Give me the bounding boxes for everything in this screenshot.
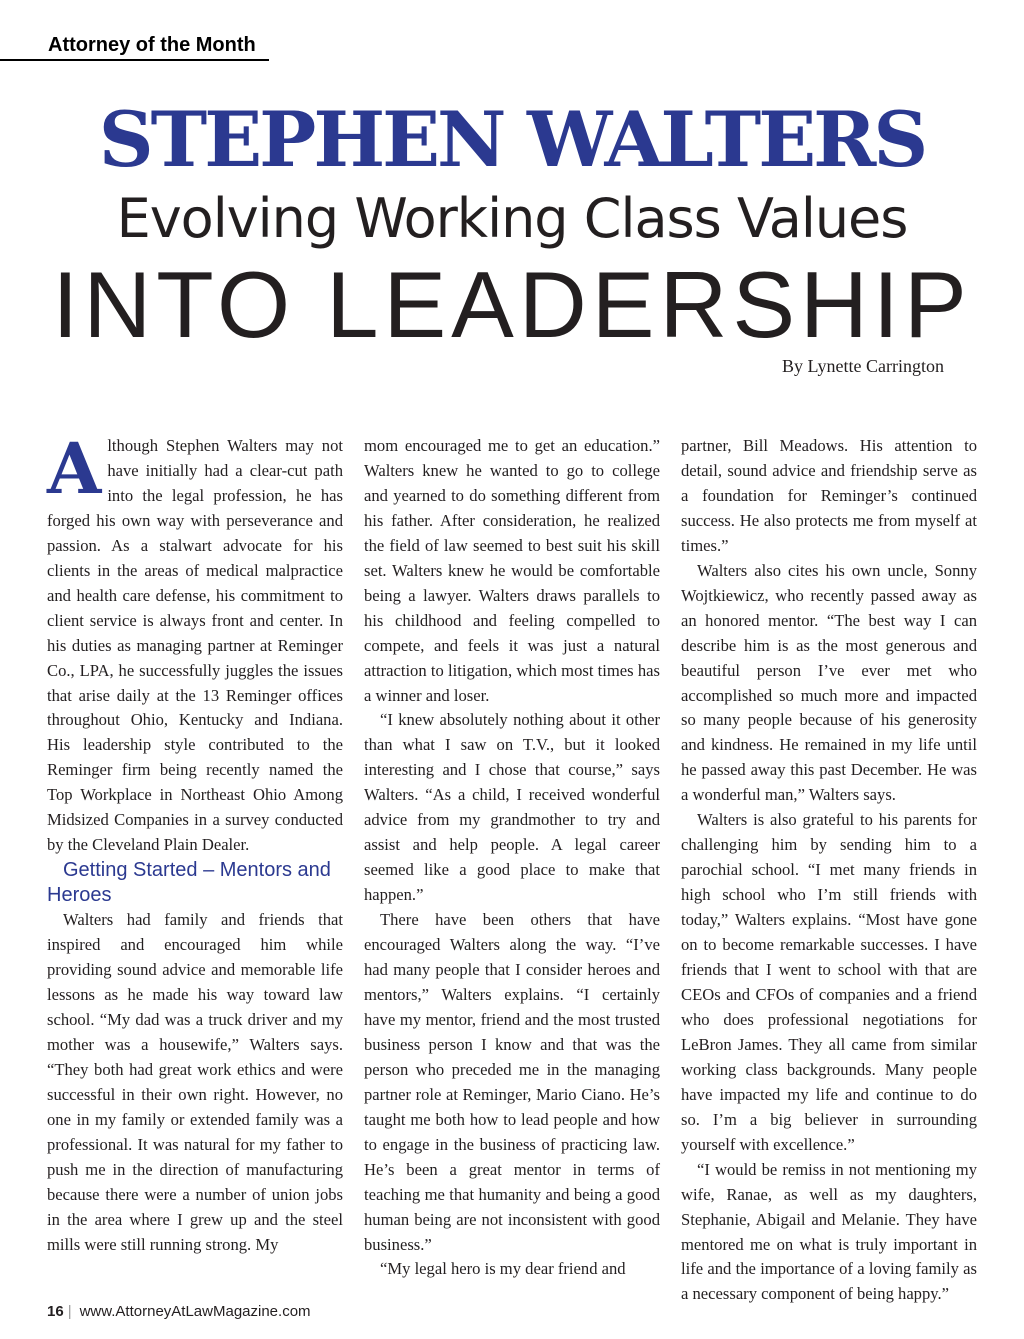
section-rule bbox=[0, 59, 269, 61]
paragraph: “I would be remiss in not mentioning my wife, Ranae, as well as my daughters, Stephanie, Abigail and Melanie. They have mentored me on what is truly important in life and the importance of a loving family as a necessary component of being happy.” bbox=[681, 1159, 977, 1304]
paragraph: “I knew absolutely nothing about it other than what I saw on T.V., but it looked interesting and I chose that course,” says Walters. “As a child, I received wonderful advice from my grandmother to try and assist and help people. A legal career seemed like a good place to make that happen.” bbox=[364, 710, 660, 905]
headline-name: STEPHEN WALTERS bbox=[98, 95, 926, 184]
subheading: Getting Started – Mentors and Heroes bbox=[47, 859, 331, 907]
paragraph bbox=[47, 427, 343, 858]
article-column-2 bbox=[364, 434, 660, 1282]
paragraph: Walters had family and friends that inspired and encouraged him while providing sound advice and memorable life lessons as he made his way toward law school. “My dad was a truck driver and my mother was a housewife,” Walters says. “They both had great work ethics and were successful in their own right. However, no one in my family or extended family was a professional. It was natural for my father to push me in the direction of manufacturing because there were a number of union jobs in the area where I grew up and the steel mills were still running strong. My bbox=[47, 910, 343, 1254]
paragraph: Walters also cites his own uncle, Sonny Wojtkiewicz, who recently passed away as an honored mentor. “The best way I can describe him is as the most generous and beautiful person I’ve ever met who accomplished so much more and impacted so many people because of his generosity and kindness. He remained in my life until he passed away this past December. He was a wonderful man,” Walters says. bbox=[681, 560, 977, 805]
article-column-1 bbox=[47, 427, 343, 1258]
paragraph-text: lthough Stephen Walters may not have initially had a clear-cut path into the legal profession, he has forged his own way with perseverance and passion. As a stalwart advocate for his clients in the areas of medical malpractice and health care defense, his commitment to client service is always front and center. In his duties as managing partner at Reminger Co., LPA, he successfully juggles the issues that arise daily at the 13 Reminger offices throughout Ohio, Kentucky and Indiana. His leadership style contributed to the Reminger firm being recently named the Top Workplace in Northeast Ohio Among Midsized Companies in a survey conducted by the Cleveland Plain Dealer. bbox=[47, 436, 343, 855]
drop-cap: A bbox=[47, 427, 102, 510]
page-number: 16 bbox=[47, 1303, 64, 1320]
paragraph: partner, Bill Meadows. His attention to detail, sound advice and friendship serve as a foundation for Reminger’s continued success. He also protects me from myself at times.” bbox=[681, 436, 977, 555]
paragraph: Walters is also grateful to his parents for challenging him by sending him to a parochial school. “I met many friends in high school who I’m still friends with today,” Walters explains. “Most have gone on to become remarkable successes. I have friends that I went to school with that are CEOs and CFOs of companies and a friend who does professional negotiations for LeBron James. They all came from similar working class backgrounds. Many people have impacted my life and continue to do so. I’m a big believer in surrounding yourself with excellence.” bbox=[681, 810, 977, 1154]
article-column-3 bbox=[681, 434, 977, 1307]
page-footer bbox=[47, 1303, 311, 1320]
paragraph: “My legal hero is my dear friend and bbox=[380, 1259, 626, 1279]
headline-line2: INTO LEADERSHIP bbox=[52, 252, 972, 357]
website-link[interactable]: www.AttorneyAtLawMagazine.com bbox=[79, 1303, 311, 1320]
footer-separator: | bbox=[67, 1303, 72, 1320]
paragraph: mom encouraged me to get an education.” Walters knew he wanted to go to college and yearned to do something different from his father. After consideration, he realized the field of law seemed to best suit his skill set. Walters knew he would be comfortable being a lawyer. Walters draws parallels to his childhood and feeling compelled to compete, and feels it was just a natural attraction to litigation, which most times has a winner and loser. bbox=[364, 436, 660, 705]
section-label: Attorney of the Month bbox=[48, 34, 256, 56]
headline-line1: Evolving Working Class Values bbox=[116, 187, 908, 250]
byline: By Lynette Carrington bbox=[782, 356, 944, 376]
paragraph: There have been others that have encouraged Walters along the way. “I’ve had many people that I consider heroes and mentors,” Walters explains. “I certainly have my mentor, friend and the most trusted business person I know and that was the person who preceded me in the managing partner role at Reminger, Mario Ciano. He’s taught me both how to lead people and how to engage in the business of practicing law. He’s been a great mentor in terms of teaching me that humanity and being a good human being are not inconsistent with good business.” bbox=[364, 910, 660, 1254]
